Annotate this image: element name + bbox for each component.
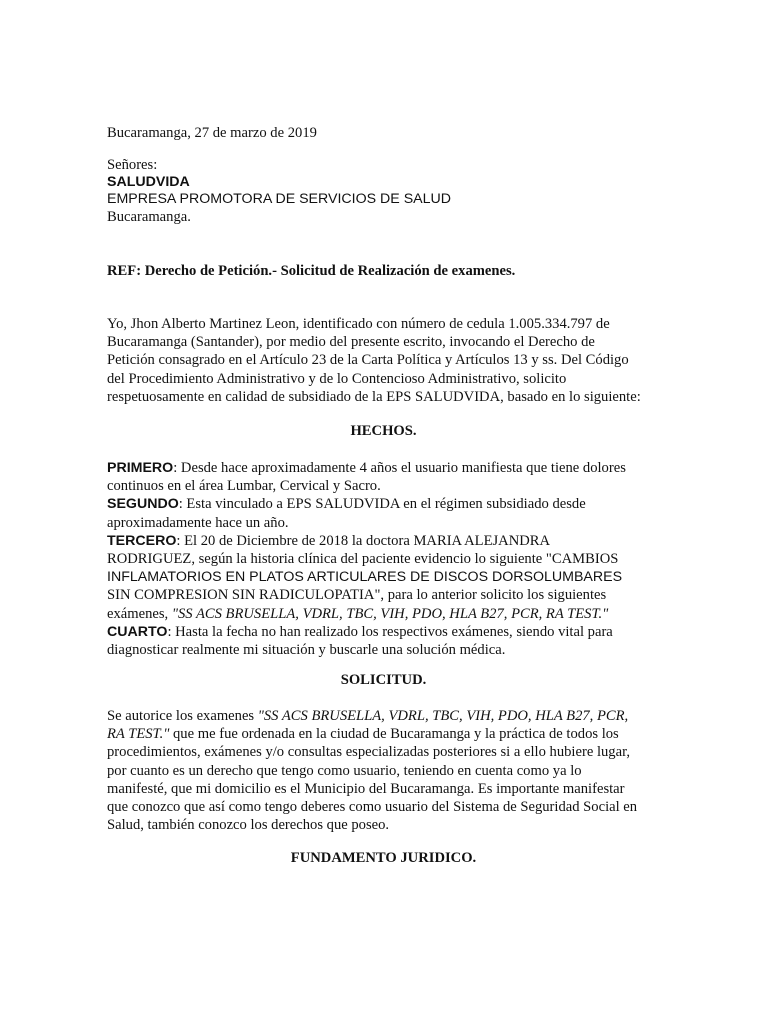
hecho-segundo: SEGUNDO: Esta vinculado a EPS SALUDVIDA en el régimen subsidiado desde xyxy=(107,496,586,513)
hecho-cuarto: CUARTO: Hasta la fecha no han realizado los respectivos exámenes, siendo vital para xyxy=(107,623,613,640)
hecho-label: TERCERO xyxy=(107,532,177,549)
exams-list: "SS ACS BRUSELLA, VDRL, TBC, VIH, PDO, HLA B27, PCR, RA TEST." xyxy=(171,605,609,622)
section-title-solicitud: SOLICITUD. xyxy=(340,672,427,688)
hecho-label: CUARTO xyxy=(107,623,168,640)
section-title-fundamento: FUNDAMENTO JURIDICO. xyxy=(290,850,477,866)
recipient-company: EMPRESA PROMOTORA DE SERVICIOS DE SALUD xyxy=(107,191,452,207)
section-title-hechos: HECHOS. xyxy=(350,423,417,439)
solicitud-paragraph: Se autorice los examenes "SS ACS BRUSELLA, VDRL, TBC, VIH, PDO, HLA B27, PCR, RA TEST." que me fue ordenada en la ciudad de Bucaramanga y la práctica de todos los procedimientos, exámenes y/o consultas especializadas posteriores si a ello hubiere lugar, por cuanto es un derecho que tengo como usuario, teniendo en cuenta como ya lo manifesté, que mi domicilio es el Municipio del Bucaramanga. Es importante manifestar que conozco que así como tengo deberes como usuario del Sistema de Seguridad Social en Salud, también conozco los derechos que poseo. xyxy=(107,708,638,834)
reference-line: REF: Derecho de Petición.- Solicitud de Realización de examenes. xyxy=(107,263,516,279)
intro-line: Bucaramanga (Santander), por medio del presente escrito, invocando el Derecho de xyxy=(107,334,595,351)
intro-line: Petición consagrado en el Artículo 23 de la Carta Política y Artículos 13 y ss. Del Código xyxy=(107,352,629,369)
exams-list: "SS ACS BRUSELLA, VDRL, TBC, VIH, PDO, HLA B27, PCR, xyxy=(257,708,629,724)
hecho-tercero: TERCERO: El 20 de Diciembre de 2018 la doctora MARIA ALEJANDRA xyxy=(107,532,551,549)
hecho-primero: PRIMERO: Desde hace aproximadamente 4 años el usuario manifiesta que tiene dolores xyxy=(107,460,626,476)
hecho-label: PRIMERO xyxy=(107,460,174,476)
date-line: Bucaramanga, 27 de marzo de 2019 xyxy=(107,125,317,141)
recipient-name: SALUDVIDA xyxy=(107,174,190,190)
hecho-label: SEGUNDO xyxy=(107,496,179,513)
hechos-paragraph: PRIMERO: Desde hace aproximadamente 4 años el usuario manifiesta que tiene dolores continuos en el área Lumbar, Cervical y Sacro. SEGUNDO: Esta vinculado a EPS SALUDVIDA en el régimen subsidiado desde aproximadamente hace un año. TERCERO: El 20 de Diciembre de 2018 la doctora MARIA ALEJANDRA RODRIGUEZ, según la historia clínica del paciente evidencio lo siguiente "CAMBIOS INFLAMATORIOS EN PLATOS ARTICULARES DE DISCOS DORSOLUMBARES SIN COMPRESION SIN RADICULOPATIA", para lo anterior solicito los siguientes exámenes, "SS ACS BRUSELLA, VDRL, TBC, VIH, PDO, HLA B27, PCR, RA TEST." CUARTO: Hasta la fecha no han realizado los respectivos exámenes, siendo vital para diagnosticar realmente mi situación y buscarle una solución médica. xyxy=(107,459,660,659)
intro-line: Yo, Jhon Alberto Martinez Leon, identificado con número de cedula 1.005.334.797 de xyxy=(107,316,610,332)
intro-line: respetuosamente en calidad de subsidiado de la EPS SALUDVIDA, basado en lo siguiente: xyxy=(107,388,641,405)
intro-line: del Procedimiento Administrativo y de lo Contencioso Administrativo, solicito xyxy=(107,370,567,387)
intro-paragraph xyxy=(107,315,660,406)
salutation: Señores: xyxy=(107,157,158,173)
recipient-city: Bucaramanga. xyxy=(107,209,191,225)
